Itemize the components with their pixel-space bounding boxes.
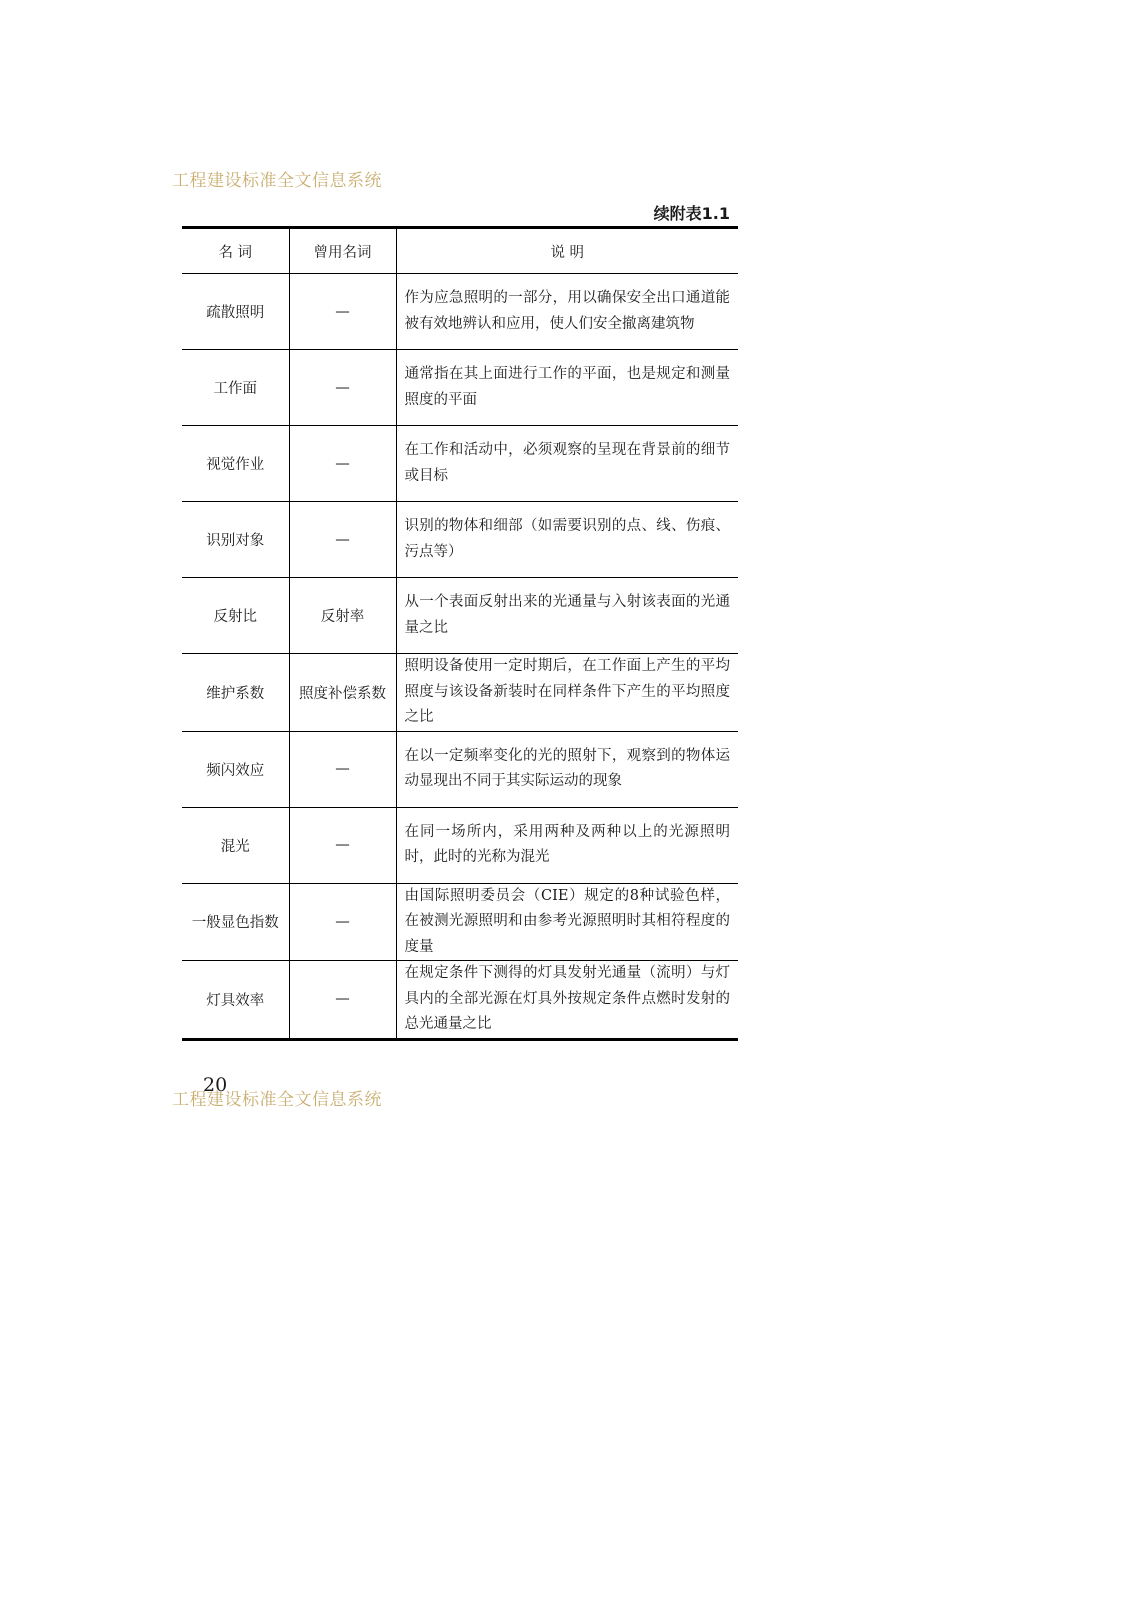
terms-table bbox=[182, 226, 738, 1041]
term-cell: 视觉作业 bbox=[182, 426, 289, 502]
header-description: 说 明 bbox=[396, 228, 738, 274]
description-cell: 由国际照明委员会（CIE）规定的8种试验色样，在被测光源照明和由参考光源照明时其相符程度的度量 bbox=[396, 883, 738, 961]
description-cell: 识别的物体和细部（如需要识别的点、线、伤痕、污点等） bbox=[396, 502, 738, 578]
description-cell: 作为应急照明的一部分，用以确保安全出口通道能被有效地辨认和应用，使人们安全撤离建筑物 bbox=[396, 274, 738, 350]
description-cell: 照明设备使用一定时期后，在工作面上产生的平均照度与该设备新装时在同样条件下产生的平均照度之比 bbox=[396, 654, 738, 732]
term-cell: 混光 bbox=[182, 807, 289, 883]
watermark-top: 工程建设标准全文信息系统 bbox=[172, 171, 382, 191]
header-alias: 曾用名词 bbox=[289, 228, 396, 274]
alias-cell: 照度补偿系数 bbox=[289, 654, 396, 732]
term-cell: 维护系数 bbox=[182, 654, 289, 732]
table-row bbox=[182, 807, 738, 883]
table-row bbox=[182, 274, 738, 350]
table-row bbox=[182, 883, 738, 961]
description-cell: 在规定条件下测得的灯具发射光通量（流明）与灯具内的全部光源在灯具外按规定条件点燃时发射的总光通量之比 bbox=[396, 961, 738, 1040]
alias-cell: — bbox=[289, 731, 396, 807]
term-cell: 频闪效应 bbox=[182, 731, 289, 807]
table-caption: 续附表1.1 bbox=[653, 204, 730, 223]
table-header-row bbox=[182, 228, 738, 274]
description-cell: 在同一场所内，采用两种及两种以上的光源照明时，此时的光称为混光 bbox=[396, 807, 738, 883]
term-cell: 工作面 bbox=[182, 350, 289, 426]
header-term: 名 词 bbox=[182, 228, 289, 274]
description-cell: 在以一定频率变化的光的照射下，观察到的物体运动显现出不同于其实际运动的现象 bbox=[396, 731, 738, 807]
alias-cell: — bbox=[289, 961, 396, 1040]
alias-cell: — bbox=[289, 502, 396, 578]
term-cell: 疏散照明 bbox=[182, 274, 289, 350]
table-row bbox=[182, 654, 738, 732]
term-cell: 识别对象 bbox=[182, 502, 289, 578]
term-cell: 灯具效率 bbox=[182, 961, 289, 1040]
watermark-bottom: 工程建设标准全文信息系统 bbox=[172, 1090, 382, 1110]
table-row bbox=[182, 731, 738, 807]
table-row bbox=[182, 426, 738, 502]
alias-cell: — bbox=[289, 883, 396, 961]
alias-cell: 反射率 bbox=[289, 578, 396, 654]
term-cell: 反射比 bbox=[182, 578, 289, 654]
alias-cell: — bbox=[289, 426, 396, 502]
table-row bbox=[182, 502, 738, 578]
table-row bbox=[182, 578, 738, 654]
alias-cell: — bbox=[289, 350, 396, 426]
term-cell: 一般显色指数 bbox=[182, 883, 289, 961]
description-cell: 通常指在其上面进行工作的平面，也是规定和测量照度的平面 bbox=[396, 350, 738, 426]
table-row bbox=[182, 350, 738, 426]
table-row bbox=[182, 961, 738, 1040]
alias-cell: — bbox=[289, 807, 396, 883]
alias-cell: — bbox=[289, 274, 396, 350]
description-cell: 从一个表面反射出来的光通量与入射该表面的光通量之比 bbox=[396, 578, 738, 654]
description-cell: 在工作和活动中，必须观察的呈现在背景前的细节或目标 bbox=[396, 426, 738, 502]
page-number: 20 bbox=[203, 1074, 228, 1096]
